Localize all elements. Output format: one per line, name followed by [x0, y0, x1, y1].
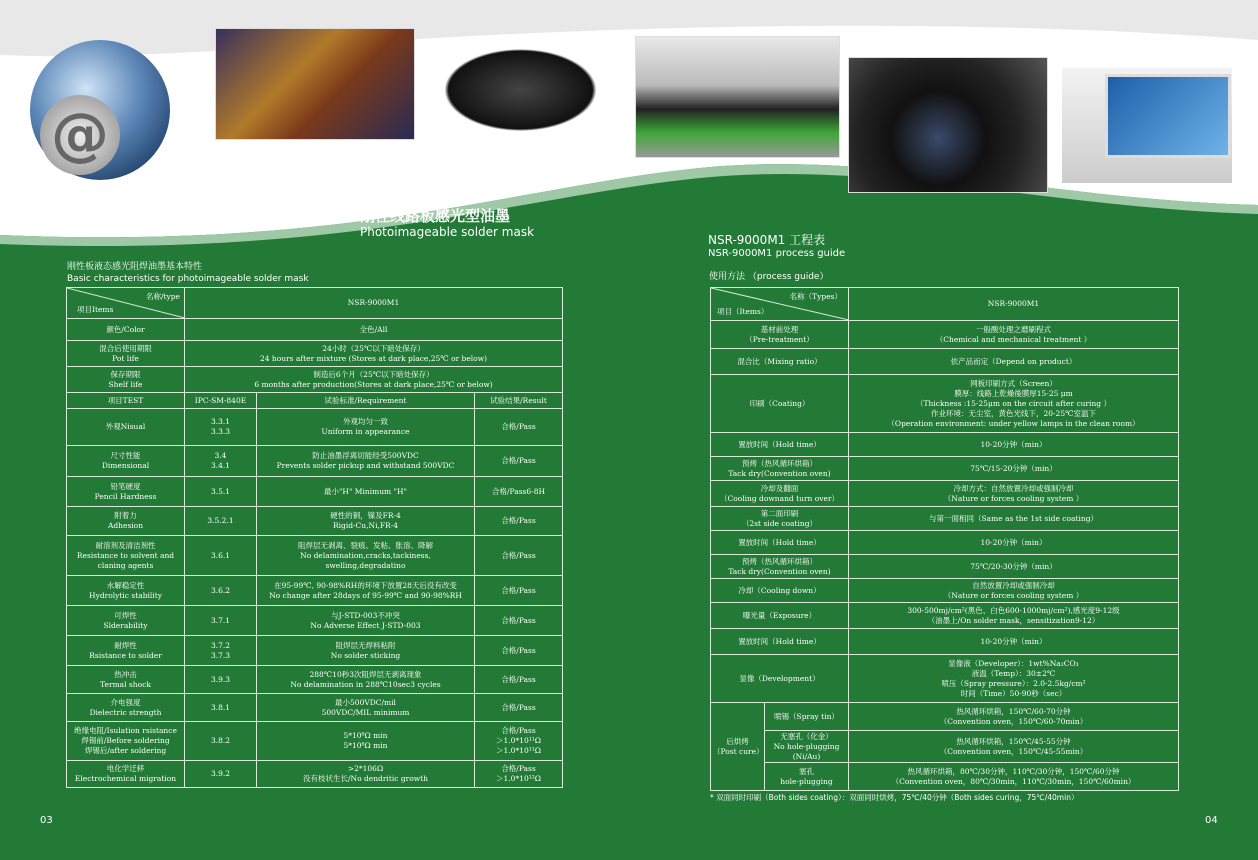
ipc-section-line: 3.5.1	[210, 486, 231, 496]
requirement	[257, 536, 475, 576]
requirement-line: No change after 28days of 95-99℃ and 90-98%RH	[269, 590, 462, 600]
process-diagonal-header	[711, 288, 849, 321]
row-value-line: 全色/All	[359, 324, 388, 334]
test-row	[67, 694, 563, 722]
requirement	[257, 694, 475, 722]
test-row	[67, 507, 563, 536]
process-condition	[849, 579, 1179, 603]
test-item-line: Hydrolytic stability	[89, 590, 162, 600]
test-item-line: 耐焊性	[114, 640, 137, 650]
requirement	[257, 722, 475, 761]
ipc-section	[185, 477, 257, 507]
row-value-line: 制造后6个月（25℃以下暗处保存）	[313, 369, 434, 379]
ipc-section	[185, 446, 257, 477]
process-step	[711, 579, 849, 603]
process-condition-line: 10-20分钟（min）	[980, 636, 1047, 646]
requirement-line: Prevents solder pickup and withstand 500VDC	[276, 461, 455, 470]
ipc-section	[185, 409, 257, 446]
test-item-line: Electrochemical migration	[74, 774, 177, 783]
requirement-line: swelling,degradatino	[325, 560, 406, 570]
test-row	[67, 761, 563, 788]
requirement-line: Rigid-Cu,Ni,FR-4	[332, 521, 399, 530]
requirement-line: 外观均匀一致	[343, 417, 388, 426]
process-condition	[849, 349, 1179, 375]
process-condition	[849, 375, 1179, 433]
process-guide-table	[710, 287, 1179, 791]
row-item-label	[67, 319, 185, 341]
usage-label: 使用方法 （process guide）	[709, 272, 829, 282]
process-condition-line: 作业环境：无尘室，黄色光线下，20-25℃室温下	[930, 408, 1096, 418]
row-item-label	[67, 341, 185, 367]
result-line: 合格/Pass	[501, 456, 536, 465]
requirement-line: 最小500VDC/mil	[335, 697, 396, 707]
process-condition-line: 自然放置冷却或强制冷却	[972, 580, 1055, 590]
post-cure-row	[711, 763, 1179, 791]
test-row	[67, 446, 563, 477]
test-item	[67, 507, 185, 536]
row-value-line: 24小时（25℃以下暗处保存）	[322, 343, 425, 353]
process-condition-line: 75℃/20-30分钟（min）	[970, 561, 1057, 571]
ipc-section-line: 3.8.1	[210, 702, 231, 712]
process-step	[711, 507, 849, 531]
test-header-row	[67, 393, 563, 409]
left-subtitle-cn: 刚性板液态感光阻焊油墨基本特性	[67, 262, 203, 272]
post-cure-type-line: 塞孔	[799, 766, 814, 776]
process-step	[711, 321, 849, 349]
requirement-line: 5*10⁸Ω min	[343, 741, 388, 750]
test-item-line: Pencil Hardness	[94, 491, 157, 501]
process-step-line: 预烤（热风循环烘箱）	[742, 556, 817, 566]
requirement	[257, 409, 475, 446]
result-line: 合格/Pass6-8H	[492, 486, 546, 496]
test-item-line: 焊锡前/Before soldering	[81, 736, 170, 745]
test-item-line: 外观Nisual	[105, 422, 146, 431]
post-cure-condition-line: （Convention oven，150℃/60-70min）	[939, 716, 1088, 726]
left-page-number: 03	[40, 815, 53, 826]
process-step-line: 预烤（热风循环烘箱）	[742, 458, 817, 468]
requirement-line: 288℃10秒3次阻焊层无剥离现象	[309, 669, 422, 679]
process-step	[711, 349, 849, 375]
process-condition	[849, 433, 1179, 457]
test-item-line: 尺寸性能	[110, 451, 141, 460]
ipc-section-line: 3.7.3	[210, 650, 231, 660]
test-item	[67, 694, 185, 722]
test-item	[67, 446, 185, 477]
test-row	[67, 409, 563, 446]
test-item	[67, 477, 185, 507]
ipc-section-line: 3.9.3	[210, 674, 231, 684]
process-step-line: 置放时间（Hold time）	[738, 636, 821, 646]
left-title-cn: 刚性线路板感光型油墨	[360, 207, 511, 225]
test-item	[67, 636, 185, 666]
result-line: ＞1.0*10¹¹Ω	[496, 736, 541, 745]
test-item	[67, 722, 185, 761]
process-condition-line: 膜厚：线路上乾燥後膜厚15-25 μm	[954, 388, 1073, 398]
requirement-line: No solder sticking	[330, 650, 401, 660]
left-subtitle-en: Basic characteristics for photoimageable solder mask	[67, 274, 309, 284]
result-line: ＞1.0*10¹¹Ω	[496, 746, 541, 755]
process-condition-line: （Nature or forces cooling system ）	[943, 590, 1084, 600]
requirement	[257, 636, 475, 666]
test-row	[67, 576, 563, 606]
table-row	[67, 341, 563, 367]
result	[475, 446, 563, 477]
row-value	[185, 341, 563, 367]
test-item-line: Resistance to solvent and	[76, 550, 175, 560]
requirement	[257, 477, 475, 507]
process-condition-line: （Thickness :15-25μm on the circuit after curing ）	[916, 398, 1111, 408]
table-header-row	[67, 288, 563, 319]
test-item-line: Termal shock	[100, 679, 151, 689]
post-cure-condition-line: 热风循环烘箱，150℃/60-70分钟	[956, 706, 1071, 716]
ipc-section-line: 3.3.3	[210, 427, 231, 436]
post-cure-type-line: 喷锡（Spray tin）	[774, 711, 839, 721]
ipc-section-line: 3.3.1	[210, 417, 231, 426]
test-item-line: Dielectric strength	[89, 707, 162, 717]
post-cure-type-line: (Ni/Au)	[792, 751, 821, 761]
process-condition	[849, 507, 1179, 531]
process-step-line: 曝光量（Exposure）	[742, 610, 817, 620]
requirement-line: Uniform in appearance	[321, 427, 410, 436]
process-header-types: 名称（Types）	[789, 292, 842, 301]
table-row	[67, 367, 563, 393]
process-step-row	[711, 507, 1179, 531]
process-step-line: Tack dry(Convention oven)	[728, 468, 831, 478]
test-header-cell: 试验结果/Result	[475, 393, 563, 409]
test-row	[67, 477, 563, 507]
process-condition-line: 300-500mj/cm²(黑色、白色600-1000mj/cm²),感光度9-12级	[907, 605, 1120, 615]
ipc-section-line: 3.5.2.1	[207, 516, 234, 525]
test-row	[67, 606, 563, 636]
header-type-label: 名称/type	[145, 292, 180, 301]
process-condition	[849, 481, 1179, 507]
result-line: 合格/Pass	[501, 645, 536, 655]
process-header-row	[711, 288, 1179, 321]
requirement-line: 在95-99℃, 90-98%RH的环境下放置28天后没有改变	[274, 580, 457, 590]
process-step-line: 置放时间（Hold time）	[738, 537, 821, 547]
monitor-screen	[1105, 74, 1231, 158]
test-item	[67, 666, 185, 694]
test-item-line: Adhesion	[107, 521, 144, 530]
result	[475, 722, 563, 761]
post-cure-row	[711, 731, 1179, 763]
process-step-line: 印刷（Coating）	[749, 398, 810, 408]
ipc-section-line: 3.6.2	[210, 585, 231, 595]
circuit-board-photo	[215, 28, 415, 140]
test-item	[67, 536, 185, 576]
process-condition-line: 冷却方式：自然放置冷却或强制冷却	[953, 483, 1074, 493]
row-item-label-line: 颜色/Color	[106, 324, 145, 334]
row-value	[185, 319, 563, 341]
camcorder-photo	[428, 40, 613, 140]
test-item-line: 附着力	[114, 511, 137, 520]
process-step-row	[711, 629, 1179, 655]
process-condition	[849, 655, 1179, 703]
row-item-label	[67, 367, 185, 393]
test-header-cell: 项目TEST	[67, 393, 185, 409]
process-condition-line: （Chemical and mechanical treatment ）	[935, 334, 1092, 344]
result-line: ＞1.0*10¹²Ω	[496, 774, 541, 783]
requirement	[257, 576, 475, 606]
process-step-line: 冷却（Cooling down）	[738, 585, 821, 595]
post-cure-label-line: 后烘烤	[726, 736, 749, 746]
ipc-section	[185, 507, 257, 536]
post-cure-type-line: 无塞孔（化金）	[780, 731, 833, 741]
post-cure-condition-line: 热风循环烘箱，150℃/45-55分钟	[956, 736, 1071, 746]
requirement-line: 阻焊层无焊料粘附	[335, 640, 396, 650]
result	[475, 409, 563, 446]
ipc-section	[185, 576, 257, 606]
test-item-line: 铅笔硬度	[110, 481, 141, 491]
process-step-row	[711, 321, 1179, 349]
row-item-label-line: Shelf life	[108, 379, 143, 389]
result	[475, 606, 563, 636]
ipc-section	[185, 666, 257, 694]
process-condition-line: 时间（Time）50-90秒（sec）	[960, 688, 1067, 698]
process-step-row	[711, 531, 1179, 555]
post-cure-type-line: hole-plugging	[780, 776, 833, 786]
ipc-section-line: 3.7.2	[210, 640, 231, 650]
process-condition-line: 10-20分钟（min）	[980, 439, 1047, 449]
process-condition-line: （Nature or forces cooling system ）	[943, 493, 1084, 503]
post-cure-row	[711, 703, 1179, 731]
requirement-line: >2*106Ω	[347, 764, 384, 773]
process-condition-line: 依产品而定（Depend on product）	[950, 356, 1077, 366]
process-condition-line: 10-20分钟（min）	[980, 537, 1047, 547]
ipc-section	[185, 636, 257, 666]
process-step-line: 第二面印刷	[760, 508, 799, 518]
test-item-line: 电化学迁移	[106, 764, 145, 773]
post-cure-condition	[849, 703, 1179, 731]
post-cure-type	[765, 763, 849, 791]
process-step-line: 显像（Development）	[739, 673, 820, 683]
right-title-cn: NSR-9000M1 工程表	[708, 233, 826, 247]
result	[475, 761, 563, 788]
test-item	[67, 606, 185, 636]
process-step	[711, 655, 849, 703]
post-cure-condition	[849, 763, 1179, 791]
process-condition-line: 显像液（Developer）：1wt%Na₂CO₃	[948, 658, 1079, 668]
post-cure-label	[711, 703, 765, 791]
footnote: * 双面同时印刷（Both sides coating）：双面同时烘烤，75℃/40分钟（Both sides curing，75℃/40min）	[710, 793, 1079, 802]
process-condition-line: 与第一面相同（Same as the 1st side coating）	[928, 513, 1099, 523]
table-row	[67, 319, 563, 341]
process-step	[711, 375, 849, 433]
requirement-line: No delamination in 288℃10sec3 cycles	[290, 679, 441, 689]
requirement	[257, 761, 475, 788]
result	[475, 694, 563, 722]
product-name-header: NSR-9000M1	[185, 288, 563, 319]
result-line: 合格/Pass	[501, 615, 536, 625]
test-row	[67, 722, 563, 761]
process-step	[711, 629, 849, 655]
process-step	[711, 603, 849, 629]
process-step-row	[711, 481, 1179, 507]
result-line: 合格/Pass	[501, 422, 536, 431]
test-item-line: 绝缘电阻/Isulation rsistance	[74, 726, 177, 735]
process-step-row	[711, 603, 1179, 629]
right-title-en: NSR-9000M1 process guide	[708, 248, 846, 259]
test-row	[67, 666, 563, 694]
process-step-line: 置放时间（Hold time）	[738, 439, 821, 449]
test-row	[67, 536, 563, 576]
requirement-line: 5*10⁸Ω min	[343, 731, 388, 740]
post-cure-type	[765, 731, 849, 763]
result-line: 合格/Pass	[501, 585, 536, 595]
process-step	[711, 531, 849, 555]
process-step-line: （Pre-treatment）	[745, 334, 814, 344]
result-line: 合格/Pass	[501, 674, 536, 684]
test-item	[67, 761, 185, 788]
requirement	[257, 666, 475, 694]
requirement	[257, 446, 475, 477]
process-condition-line: 喷压（Spray pressure）：2.0-2.5kg/cm²	[941, 678, 1086, 688]
process-condition	[849, 321, 1179, 349]
process-step	[711, 457, 849, 481]
test-item-line: 介电强度	[110, 697, 141, 707]
test-item-line: Rsistance to solder	[89, 650, 162, 660]
process-step-row	[711, 433, 1179, 457]
process-condition	[849, 603, 1179, 629]
process-step-line: 混合比（Mixing ratio）	[737, 356, 822, 366]
header-items-label: 项目Items	[77, 305, 114, 314]
process-step-line: Tack dry(Convention oven)	[728, 566, 831, 576]
process-product-header: NSR-9000M1	[849, 288, 1179, 321]
result	[475, 666, 563, 694]
left-title-en: Photoimageable solder mask	[360, 225, 535, 239]
process-step-row	[711, 555, 1179, 579]
test-item-line: 焊锡后/after soldering	[84, 746, 167, 755]
test-item	[67, 409, 185, 446]
ipc-section-line: 3.4	[214, 451, 227, 460]
process-condition-line: 75℃/15-20分钟（min）	[970, 463, 1057, 473]
right-page-number: 04	[1205, 815, 1218, 826]
test-row	[67, 636, 563, 666]
process-header-items: 项目（Items）	[717, 307, 769, 316]
row-item-label-line: 保存期限	[110, 369, 141, 379]
test-item	[67, 576, 185, 606]
post-cure-label-line: （Post cure）	[713, 746, 764, 756]
requirement-line: 与J-STD-003不冲突	[331, 610, 400, 620]
ipc-section-line: 3.8.2	[210, 736, 231, 745]
process-step-row	[711, 655, 1179, 703]
process-condition-line: 网板印刷方式（Screen）	[970, 378, 1057, 388]
ipc-section-line: 3.7.1	[210, 615, 231, 625]
ipc-section	[185, 536, 257, 576]
process-condition	[849, 457, 1179, 481]
row-item-label-line: Pot life	[112, 353, 139, 363]
process-step-row	[711, 457, 1179, 481]
requirement-line: 500VDC/MIL minimum	[321, 707, 410, 717]
post-cure-type	[765, 703, 849, 731]
result-line: 合格/Pass	[501, 550, 536, 560]
characteristics-table	[66, 287, 563, 788]
process-step-line: （Cooling downand turn over）	[719, 493, 840, 503]
process-step-line: 基材前处理	[760, 324, 799, 334]
ipc-section-line: 3.9.2	[210, 769, 231, 778]
test-item-line: Dimensional	[101, 461, 150, 470]
process-condition	[849, 531, 1179, 555]
process-step	[711, 555, 849, 579]
post-cure-condition-line: （Convention oven，80℃/30min，110℃/30min，150℃/60min）	[891, 776, 1136, 786]
requirement-line: 最小"H" Minimum "H"	[323, 486, 407, 496]
requirement	[257, 606, 475, 636]
slr-camera-photo	[848, 57, 1048, 193]
process-step	[711, 433, 849, 457]
requirement-line: No delamination,cracks,tackiness,	[300, 550, 431, 560]
test-item-line: Slderability	[103, 620, 148, 630]
ipc-section	[185, 761, 257, 788]
result-line: 合格/Pass	[501, 764, 536, 773]
result	[475, 536, 563, 576]
requirement-line: 阻焊层无剥离、裂痕、发粘、胀溶、降解	[298, 540, 433, 550]
process-step-line: 冷却及翻面	[760, 483, 799, 493]
row-item-label-line: 混合后使用期限	[99, 343, 152, 353]
test-item-line: 耐溶剂及清洁剂性	[95, 540, 156, 550]
row-value-line: 6 months after production(Stores at dark place,25℃ or below)	[254, 379, 493, 389]
requirement-line: No Adverse Effect J-STD-003	[310, 620, 421, 630]
process-step-row	[711, 375, 1179, 433]
post-cure-condition	[849, 731, 1179, 763]
result	[475, 636, 563, 666]
test-header-cell: 试验标准/Requirement	[257, 393, 475, 409]
ipc-section	[185, 694, 257, 722]
diagonal-header	[67, 288, 185, 319]
result-line: 合格/Pass	[501, 726, 536, 735]
process-step	[711, 481, 849, 507]
at-sign-icon: @	[40, 95, 120, 175]
test-item-line: 可焊性	[114, 610, 137, 620]
ipc-section	[185, 606, 257, 636]
result-line: 合格/Pass	[501, 516, 536, 525]
requirement-line: 防止油墨浮离切能经受500VDC	[312, 451, 419, 460]
process-step-row	[711, 579, 1179, 603]
process-condition-line: （油墨上/On solder mask，sensitization9-12）	[927, 615, 1100, 625]
row-value-line: 24 hours after mixture (Stores at dark place,25℃ or below)	[259, 353, 488, 363]
test-item-line: claning agents	[97, 560, 154, 570]
process-condition-line: （Operation environment: under yellow lamps in the clean room）	[887, 418, 1140, 428]
process-step-line: （2st side coating）	[741, 518, 818, 528]
test-header-cell: IPC-SM-840E	[185, 393, 257, 409]
process-condition	[849, 555, 1179, 579]
result	[475, 576, 563, 606]
ipc-section-line: 3.6.1	[210, 550, 231, 560]
sports-car-photo	[635, 36, 840, 158]
post-cure-type-line: No hole-plugging	[773, 741, 840, 751]
result	[475, 477, 563, 507]
process-step-row	[711, 349, 1179, 375]
row-value	[185, 367, 563, 393]
requirement	[257, 507, 475, 536]
test-item-line: 水解稳定性	[106, 580, 145, 590]
process-condition-line: 一般酸处理之磨刷程式	[976, 324, 1051, 334]
requirement-line: 硬性的铜，镍及FR-4	[330, 511, 401, 520]
test-item-line: 热冲击	[114, 669, 137, 679]
ipc-section	[185, 722, 257, 761]
post-cure-condition-line: 热风循环烘箱，80℃/30分钟，110℃/30分钟，150℃/60分钟	[907, 766, 1120, 776]
result-line: 合格/Pass	[501, 702, 536, 712]
process-condition-line: 液温（Temp）：30±2℃	[971, 668, 1056, 678]
post-cure-condition-line: （Convention oven，150℃/45-55min）	[939, 746, 1088, 756]
process-condition	[849, 629, 1179, 655]
ipc-section-line: 3.4.1	[210, 461, 231, 470]
result	[475, 507, 563, 536]
requirement-line: 没有枝状生长/No dendritic growth	[302, 774, 428, 783]
